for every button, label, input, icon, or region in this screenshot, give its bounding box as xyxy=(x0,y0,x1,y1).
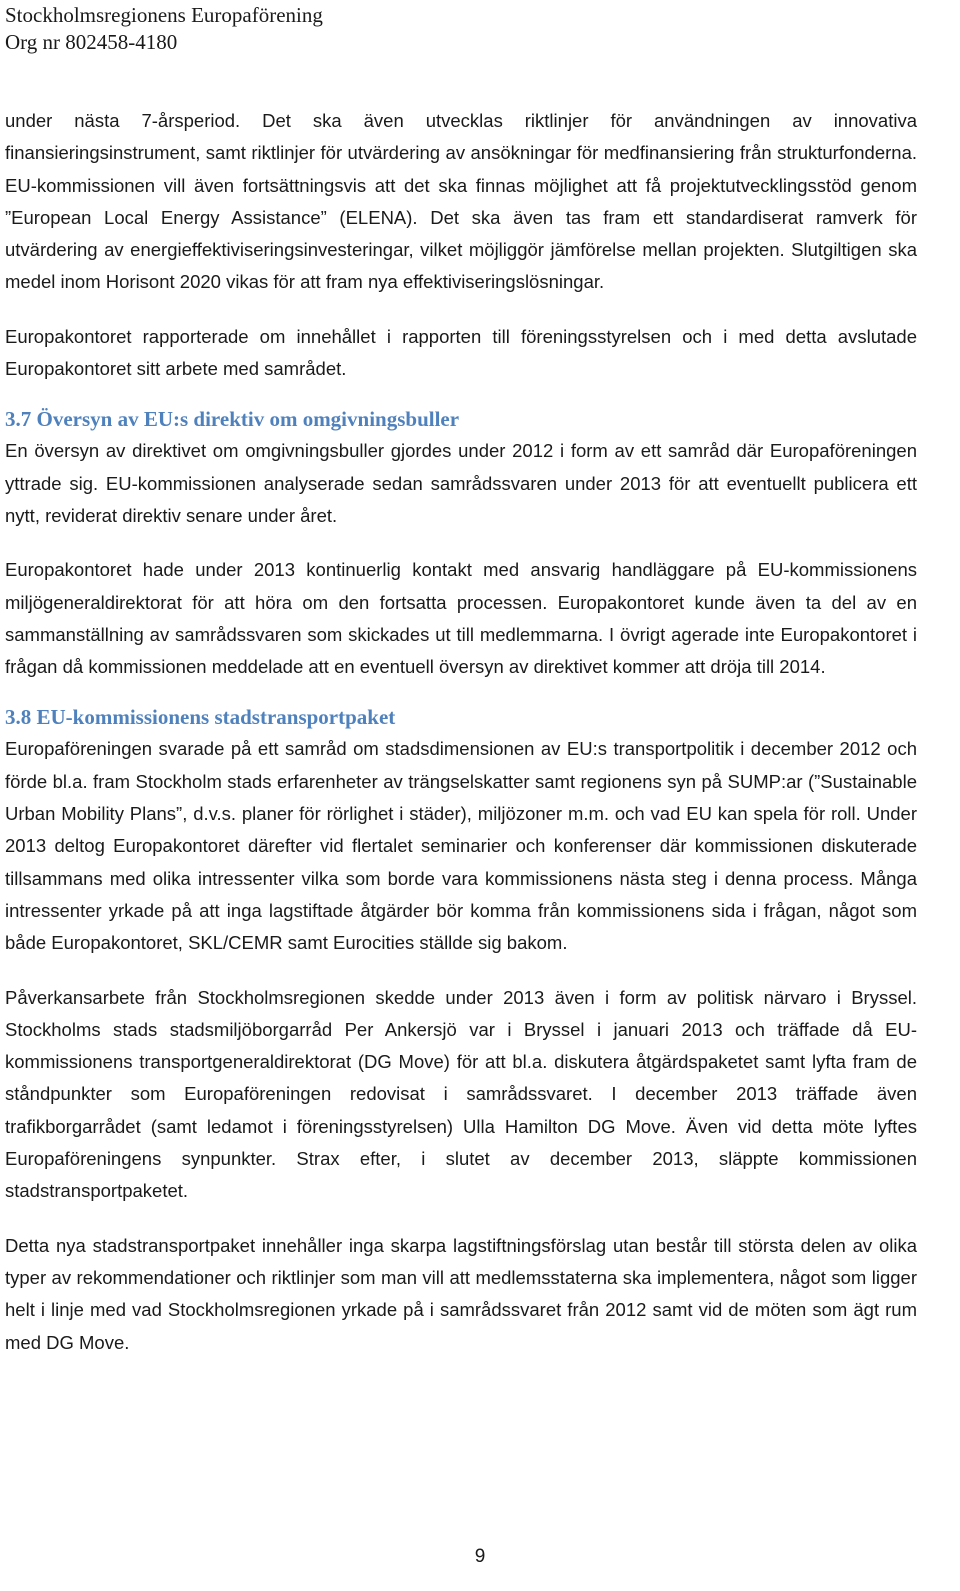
paragraph-urban-transport-consultation: Europaföreningen svarade på ett samråd om stadsdimensionen av EU:s transportpolitik i december 2012 och förde bl.a. fram Stockholm stads erfarenheter av trängselskatter samt regionens syn på SUMP:ar (”Sustainable Urban Mobility Plans”, d.v.s. planer för rörlighet i städer), miljözoner m.m. och vad EU kan spela för roll. Under 2013 deltog Europakontoret därefter vid flertalet seminarier och konferenser där kommissionen diskuterade tillsammans med olika intressenter vilka som borde vara kommissionens nästa steg i denna process. Många intressenter yrkade på att inga lagstiftade åtgärder bör komma från kommissionens sida i frågan, något som både Europakontoret, SKL/CEMR samt Eurocities ställde sig bakom. xyxy=(5,738,917,954)
organization-number: Org nr 802458-4180 xyxy=(5,30,178,54)
section-heading-3-8: 3.8 EU-kommissionens stadstransportpaket xyxy=(5,705,396,730)
document-body xyxy=(5,105,917,1359)
page-header xyxy=(5,2,323,56)
paragraph-noise-directive-contact: Europakontoret hade under 2013 kontinuerlig kontakt med ansvarig handläggare på EU-kommissionens miljögeneraldirektorat för att höra om den fortsatta processen. Europakontoret kunde även ta del av en sammanställning av samrådssvaren som skickades ut till medlemmarna. I övrigt agerade inte Europakontoret i frågan då kommissionen meddelade att en eventuell översyn av direktivet kommer att dröja till 2014. xyxy=(5,559,917,678)
page-number: 9 xyxy=(474,1546,486,1567)
paragraph-energy-continued: under nästa 7-årsperiod. Det ska även utvecklas riktlinjer för användningen av innovativa finansieringsinstrument, samt riktlinjer för utvärdering av ansökningar för medfinansiering från strukturfonderna. EU-kommissionen vill även fortsättningsvis att det ska finnas möjlighet att få projektutvecklingsstöd genom ”European Local Energy Assistance” (ELENA). Det ska även tas fram ett standardiserat ramverk för utvärdering av energieffektiviseringsinvesteringar, vilket möjliggör jämförelse mellan projekten. Slutgiltigen ska medel inom Horisont 2020 vikas för att fram nya effektiviseringslösningar. xyxy=(5,110,917,293)
paragraph-urban-transport-lobbying: Påverkansarbete från Stockholmsregionen skedde under 2013 även i form av politisk närvaro i Bryssel. Stockholms stads stadsmiljöborgarråd Per Ankersjö var i Bryssel i januari 2013 och träffade då EU-kommissionens transportgeneraldirektorat (DG Move) för att bl.a. diskutera åtgärdspaketet samt lyfta fram de ståndpunkter som Europaföreningen redovisat i samrådssvaret. I december 2013 träffade även trafikborgarrådet (samt ledamot i föreningsstyrelsen) Ulla Hamilton DG Move. Även vid detta möte lyftes Europaföreningens synpunkter. Strax efter, i slutet av december 2013, släppte kommissionen stadstransportpaketet. xyxy=(5,986,917,1202)
paragraph-energy-conclusion: Europakontoret rapporterade om innehållet i rapporten till föreningsstyrelsen och i med detta avslutade Europakontoret sitt arbete med samrådet. xyxy=(5,325,917,380)
organization-name: Stockholmsregionens Europaförening xyxy=(5,3,323,27)
paragraph-noise-directive-review: En översyn av direktivet om omgivningsbuller gjordes under 2012 i form av ett samråd där Europaföreningen yttrade sig. EU-kommissionen analyserade sedan samrådssvaren under 2013 för att eventuellt publicera ett nytt, reviderat direktiv senare under året. xyxy=(5,440,917,526)
paragraph-urban-transport-package: Detta nya stadstransportpaket innehåller inga skarpa lagstiftningsförslag utan består till största delen av olika typer av rekommendationer och riktlinjer som man vill att medlemsstaterna ska implementera, något som ligger helt i linje med vad Stockholmsregionen yrkade på i samrådssvaret från 2012 samt vid de möten som ägt rum med DG Move. xyxy=(5,1234,917,1353)
section-heading-3-7: 3.7 Översyn av EU:s direktiv om omgivningsbuller xyxy=(5,407,460,432)
